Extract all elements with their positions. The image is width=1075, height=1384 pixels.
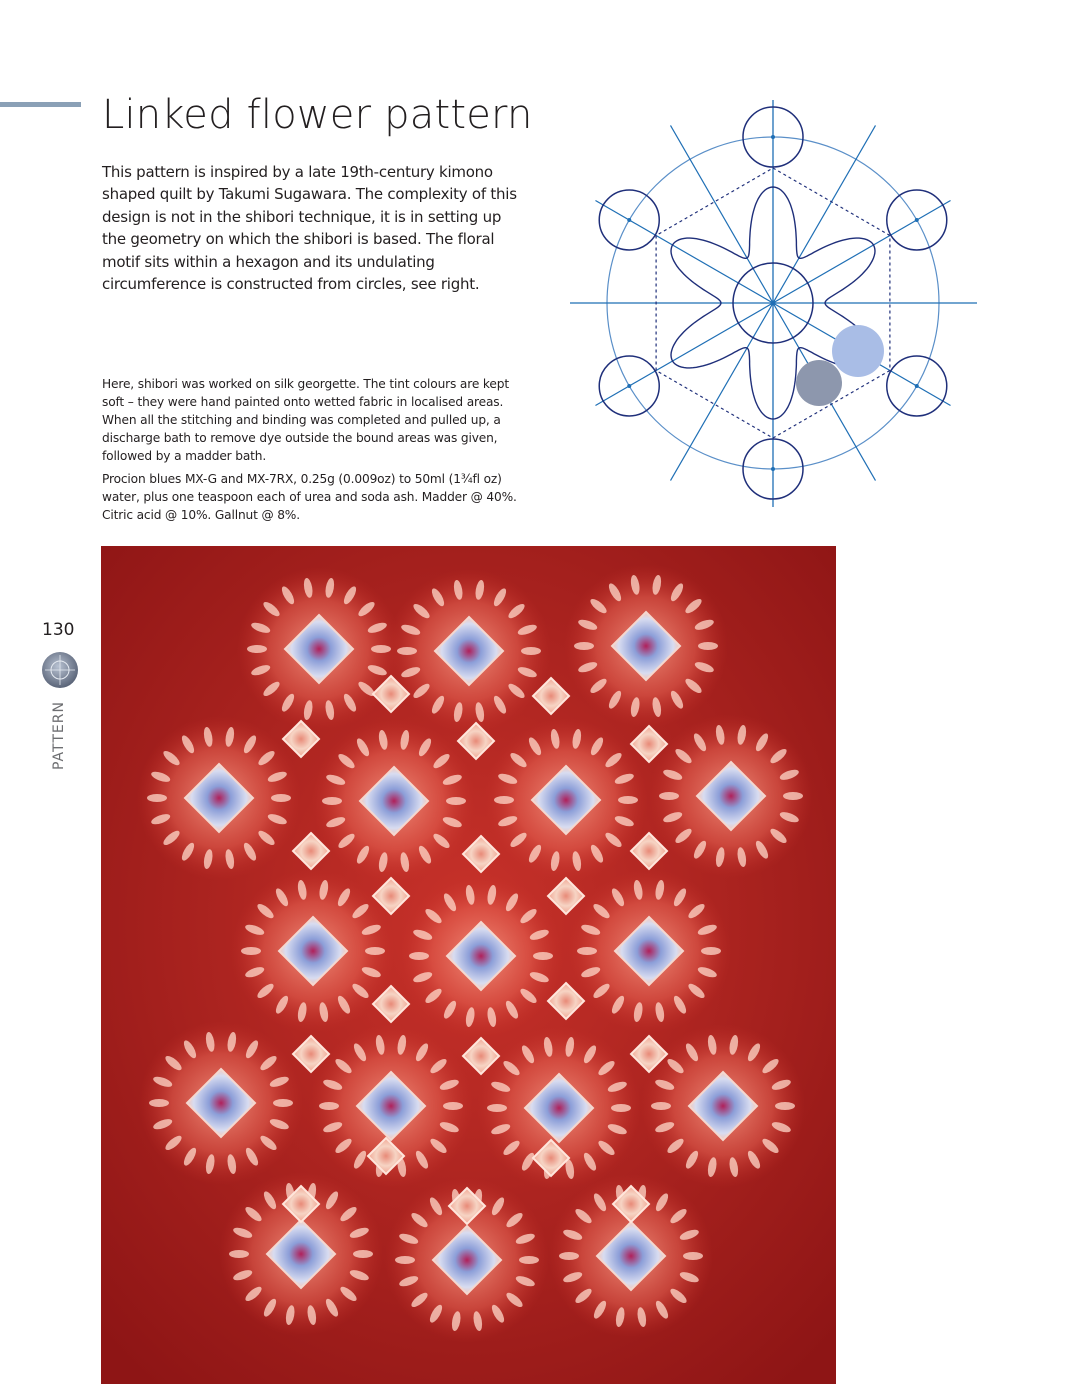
technique-notes <box>102 375 522 529</box>
page-title: Linked flower pattern <box>102 92 533 138</box>
header-rule <box>0 102 81 107</box>
shibori-fabric-photo <box>101 546 836 1384</box>
resist-petal <box>701 947 721 955</box>
resist-petal <box>698 642 718 650</box>
notes-paragraph-2: Procion blues MX-G and MX-7RX, 0.25g (0.009oz) to 50ml (1¾fl oz) water, plus one teaspoon each of urea and soda ash. Madder @ 40%. Citric acid @ 10%. Gallnut @ 8%. <box>102 472 517 522</box>
resist-petal <box>519 1256 539 1264</box>
resist-petal <box>618 796 638 804</box>
shaded-circle-light <box>832 325 884 377</box>
ring-circle-center <box>627 384 631 388</box>
resist-petal <box>577 947 597 955</box>
resist-petal <box>559 1252 579 1260</box>
page-number: 130 <box>42 620 75 640</box>
section-label: PATTERN <box>51 701 67 770</box>
ring-circle-center <box>915 218 919 222</box>
intro-paragraph: This pattern is inspired by a late 19th-century kimono shaped quilt by Takumi Sugawara. The complexity of this design is not in the shibori technique, it is in setting up the geometry on which the shibori is based. The floral motif sits within a hexagon and its undulating circumference is constructed from circles, see right. <box>102 163 517 294</box>
ring-circle-center <box>771 135 775 139</box>
ring-circle-center <box>915 384 919 388</box>
ring-circle-center <box>627 218 631 222</box>
resist-petal <box>371 645 391 653</box>
resist-petal <box>443 1102 463 1110</box>
resist-petal <box>271 794 291 802</box>
resist-petal <box>775 1102 795 1110</box>
geometry-diagram <box>565 95 980 510</box>
resist-petal <box>353 1250 373 1258</box>
resist-petal <box>659 792 679 800</box>
resist-petal <box>365 947 385 955</box>
resist-petal <box>446 797 466 805</box>
resist-petal <box>273 1099 293 1107</box>
resist-petal <box>397 647 417 655</box>
ring-circle-center <box>771 467 775 471</box>
resist-petal <box>229 1250 249 1258</box>
resist-petal <box>487 1104 507 1112</box>
resist-petal <box>319 1102 339 1110</box>
notes-paragraph-1: Here, shibori was worked on silk georgette. The tint colours are kept soft – they were hand painted onto wetted fabric in localised areas. When all the stitching and binding was completed and pulled up, a discharge bath to remove dye outside the bound areas was given, followed by a madder bath. <box>102 377 509 463</box>
resist-petal <box>521 647 541 655</box>
resist-petal <box>409 952 429 960</box>
center-point <box>771 301 776 306</box>
shaded-circle-dark <box>796 360 842 406</box>
resist-petal <box>149 1099 169 1107</box>
resist-petal <box>783 792 803 800</box>
resist-petal <box>147 794 167 802</box>
resist-petal <box>533 952 553 960</box>
resist-petal <box>611 1104 631 1112</box>
resist-petal <box>683 1252 703 1260</box>
section-thumbnail-icon <box>41 651 79 689</box>
resist-petal <box>247 645 267 653</box>
resist-petal <box>494 796 514 804</box>
resist-petal <box>322 797 342 805</box>
resist-petal <box>651 1102 671 1110</box>
diagram-layer <box>570 100 977 507</box>
resist-petal <box>395 1256 415 1264</box>
resist-petal <box>574 642 594 650</box>
resist-petal <box>241 947 261 955</box>
